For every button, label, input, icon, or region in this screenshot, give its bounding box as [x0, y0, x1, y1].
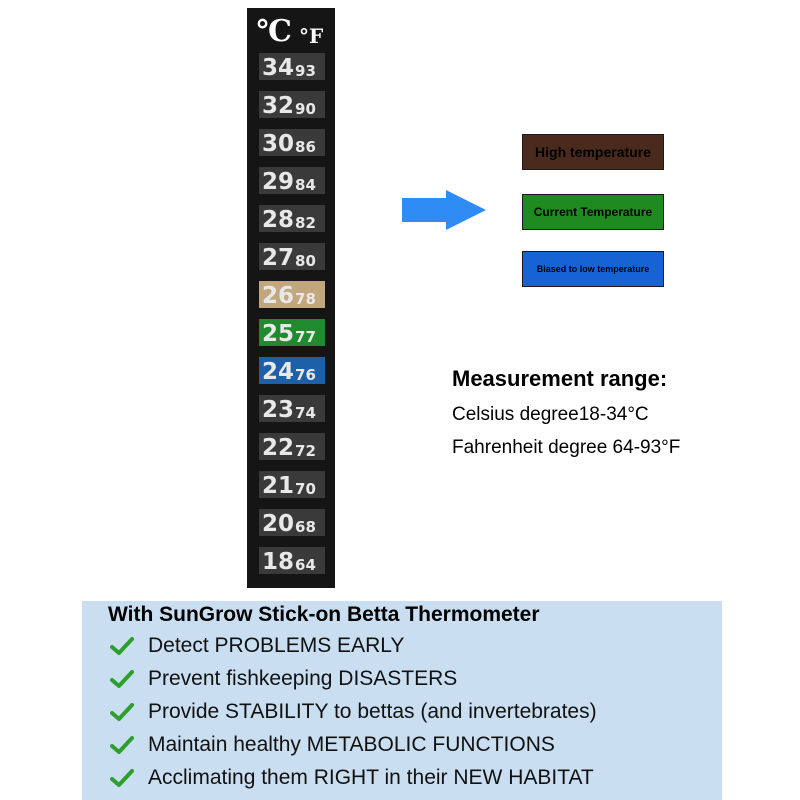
celsius-unit-label: °C	[255, 14, 290, 49]
reading-27: 27 80	[259, 243, 325, 270]
reading-18: 18 64	[259, 547, 325, 574]
reading-21: 21 70	[259, 471, 325, 498]
measurement-range-title: Measurement range:	[452, 366, 668, 391]
benefits-panel	[82, 601, 722, 800]
benefit-item: Detect PROBLEMS EARLY	[110, 631, 404, 661]
reading-29: 29 84	[259, 167, 325, 194]
thermometer-strip	[247, 8, 335, 588]
reading-32: 32 90	[259, 91, 325, 118]
reading-30: 30 86	[259, 129, 325, 156]
benefit-item: Maintain healthy METABOLIC FUNCTIONS	[110, 730, 555, 760]
fahrenheit-unit-label: °F	[299, 24, 324, 48]
reading-23: 23 74	[259, 395, 325, 422]
reading-20: 20 68	[259, 509, 325, 536]
right-arrow-icon	[402, 190, 486, 230]
reading-26-high: 26 78	[259, 281, 325, 308]
benefit-item: Acclimating them RIGHT in their NEW HABITAT	[110, 763, 594, 793]
checkmark-icon	[110, 636, 134, 656]
checkmark-icon	[110, 702, 134, 722]
reading-22: 22 72	[259, 433, 325, 460]
checkmark-icon	[110, 669, 134, 689]
benefit-item: Prevent fishkeeping DISASTERS	[110, 664, 457, 694]
reading-24-low: 24 76	[259, 357, 325, 384]
benefit-item: Provide STABILITY to bettas (and invertebrates)	[110, 697, 597, 727]
celsius-range: Celsius degree18-34°C	[452, 404, 649, 425]
reading-34: 34 93	[259, 53, 325, 80]
legend-high-temperature: High temperature	[522, 134, 664, 170]
reading-28: 28 82	[259, 205, 325, 232]
legend-current-temperature: Current Temperature	[522, 194, 664, 230]
checkmark-icon	[110, 735, 134, 755]
reading-25-current: 25 77	[259, 319, 325, 346]
checkmark-icon	[110, 768, 134, 788]
legend-low-temperature: Biased to low temperature	[522, 251, 664, 287]
panel-title: With SunGrow Stick-on Betta Thermometer	[108, 603, 540, 626]
fahrenheit-range: Fahrenheit degree 64-93°F	[452, 437, 681, 458]
